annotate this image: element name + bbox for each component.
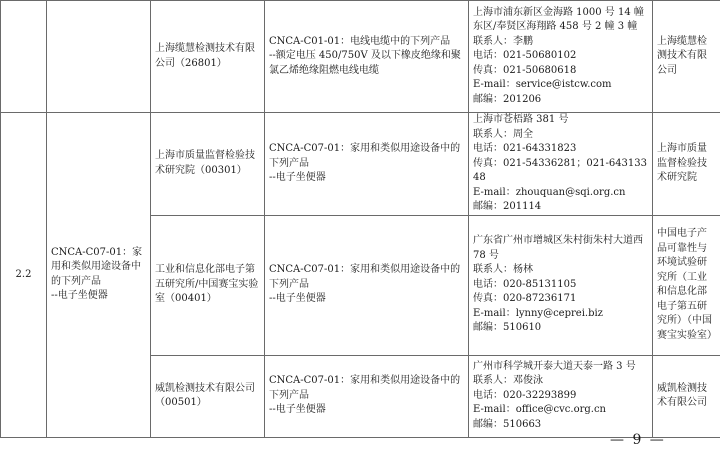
scope-line: --额定电压 450/750V 及以下橡皮绝缘和聚氯乙烯绝缘阻燃电线电缆 — [269, 50, 461, 76]
contact-postcode: 邮编：201114 — [473, 201, 542, 212]
contact-email: E-mail：zhouquan@sqi.org.cn — [473, 186, 626, 198]
category-line: CNCA-C07-01：家用和类似用途设备中的下列产品 — [51, 246, 143, 287]
scope-line: CNCA-C07-01：家用和类似用途设备中的下列产品 — [269, 264, 461, 290]
contact-info-cell — [469, 355, 653, 437]
contact-email: E-mail：office@cvc.org.cn — [473, 404, 606, 416]
page-number: — 9 — — [610, 432, 666, 448]
contact-phone: 电话：021-50680102 — [473, 50, 577, 62]
lab-name-cell: 上海缆慧检测技术有限公司（26801） — [151, 1, 265, 113]
scope-cell — [265, 215, 469, 355]
contact-person: 联系人：李鹏 — [473, 35, 533, 47]
contact-postcode: 邮编：510610 — [473, 322, 542, 334]
contact-email: E-mail：lynny@ceprei.biz — [473, 307, 603, 319]
authority-cell: 上海缆慧检测技术有限公司 — [653, 1, 720, 113]
authority-cell: 上海市质量监督检验技术研究院 — [653, 113, 720, 216]
contact-info-cell — [469, 1, 653, 113]
item-number-cell: 2.2 — [1, 113, 47, 438]
scope-cell — [265, 355, 469, 437]
contact-address: 广东省广州市增城区朱村街朱村大道西 78 号 — [473, 235, 647, 261]
contact-fax: 传真：021-54336281；021-64313348 — [473, 157, 648, 183]
table-row — [1, 113, 720, 216]
scope-cell — [265, 1, 469, 113]
contact-fax: 传真：020-87236171 — [473, 293, 577, 305]
scope-line: CNCA-C01-01：电线电缆中的下列产品 — [269, 35, 451, 47]
lab-name-cell: 工业和信息化部电子第五研究所/中国赛宝实验室（00401） — [151, 215, 265, 355]
contact-person: 联系人：杨林 — [473, 264, 533, 276]
scope-line: --电子坐便器 — [269, 404, 326, 416]
contact-phone: 电话：020-85131105 — [473, 278, 577, 290]
contact-phone: 电话：020-32293899 — [473, 389, 577, 401]
scope-line: --电子坐便器 — [269, 172, 326, 183]
contact-phone: 电话：021-64331823 — [473, 143, 577, 154]
lab-name-cell: 上海市质量监督检验技术研究院（00301） — [151, 113, 265, 216]
contact-address: 广州市科学城开泰大道天泰一路 3 号 — [473, 360, 636, 372]
authority-cell: 中国电子产品可靠性与环境试验研究所（工业和信息化部电子第五研究所）（中国赛宝实验室） — [653, 215, 720, 355]
contact-address: 上海市浦东新区金海路 1000 号 14 幢东区/奉贤区海翔路 458 号 2 幢 3 幢 — [473, 6, 644, 33]
contact-email: E-mail：service@istcw.com — [473, 79, 612, 91]
authority-cell: 威凯检测技术有限公司 — [653, 355, 720, 437]
scope-line: CNCA-C07-01：家用和类似用途设备中的下列产品 — [269, 143, 461, 169]
lab-name-cell: 威凯检测技术有限公司（00501） — [151, 355, 265, 437]
contact-fax: 传真：021-50680618 — [473, 64, 577, 76]
product-category-cell — [47, 113, 151, 438]
contact-person: 联系人：周全 — [473, 128, 533, 140]
item-number-cell — [1, 1, 47, 113]
scope-line: --电子坐便器 — [269, 293, 326, 305]
contact-person: 联系人：邓俊泳 — [473, 375, 543, 387]
product-category-cell — [47, 1, 151, 113]
contact-info-cell — [469, 113, 653, 216]
scope-cell — [265, 113, 469, 216]
contact-address: 上海市苍梧路 381 号 — [473, 114, 569, 125]
contact-info-cell — [469, 215, 653, 355]
contact-postcode: 邮编：510663 — [473, 418, 542, 430]
scope-line: CNCA-C07-01：家用和类似用途设备中的下列产品 — [269, 375, 461, 401]
contact-postcode: 邮编：201206 — [473, 93, 542, 105]
category-line: --电子坐便器 — [51, 290, 108, 302]
table-row — [1, 1, 720, 113]
